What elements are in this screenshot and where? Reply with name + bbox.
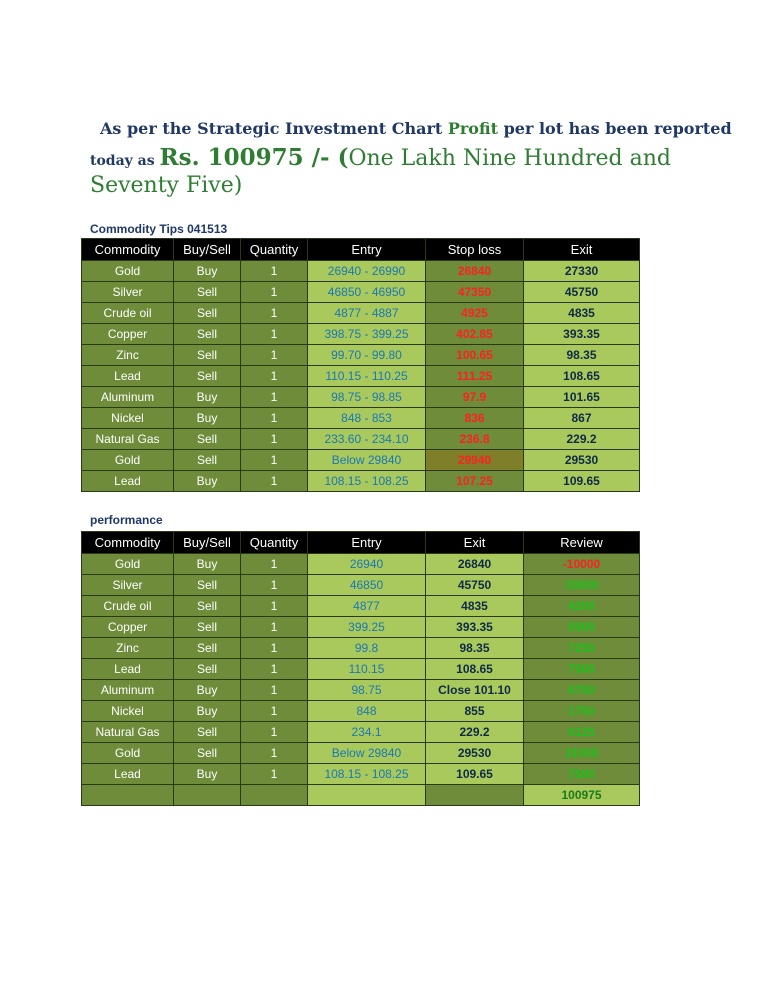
commodity-cell: Lead (82, 366, 174, 387)
stoploss-cell: 402.85 (426, 324, 524, 345)
performance-row (82, 617, 640, 638)
tips-row (82, 303, 640, 324)
entry-cell: 110.15 - 110.25 (308, 366, 426, 387)
review-cell: 31000 (524, 743, 640, 764)
entry-cell: 46850 (308, 575, 426, 596)
stoploss-cell: 836 (426, 408, 524, 429)
stoploss-cell: 100.65 (426, 345, 524, 366)
tips-header-row (82, 239, 640, 261)
entry-cell: Below 29840 (308, 743, 426, 764)
buysell-cell: Sell (174, 450, 241, 471)
entry-cell: 99.70 - 99.80 (308, 345, 426, 366)
tips-header-entry: Entry (308, 239, 426, 261)
buysell-cell: Buy (174, 554, 241, 575)
buysell-cell: Sell (174, 638, 241, 659)
total-review-cell: 100975 (524, 785, 640, 806)
buysell-cell: Sell (174, 659, 241, 680)
exit-cell: 229.2 (524, 429, 640, 450)
exit-cell: Close 101.10 (426, 680, 524, 701)
tips-header-stoploss: Stop loss (426, 239, 524, 261)
commodity-cell: Gold (82, 261, 174, 282)
quantity-cell: 1 (241, 408, 308, 429)
blank-cell (241, 785, 308, 806)
buysell-cell: Sell (174, 282, 241, 303)
commodity-cell: Copper (82, 617, 174, 638)
performance-row (82, 701, 640, 722)
entry-cell: 46850 - 46950 (308, 282, 426, 303)
performance-row (82, 764, 640, 785)
stoploss-cell: 236.8 (426, 429, 524, 450)
exit-cell: 98.35 (524, 345, 640, 366)
stoploss-cell: 47350 (426, 282, 524, 303)
headline-line1 (100, 119, 732, 138)
tips-title: Commodity Tips 041513 (90, 222, 228, 236)
exit-cell: 26840 (426, 554, 524, 575)
entry-cell: Below 29840 (308, 450, 426, 471)
performance-body (82, 554, 640, 806)
quantity-cell: 1 (241, 303, 308, 324)
exit-cell: 229.2 (426, 722, 524, 743)
review-cell: 7500 (524, 764, 640, 785)
quantity-cell: 1 (241, 387, 308, 408)
review-cell: 1750 (524, 701, 640, 722)
quantity-cell: 1 (241, 743, 308, 764)
headline-line1-suffix: per lot has been reported (498, 119, 732, 138)
stoploss-cell: 107.25 (426, 471, 524, 492)
exit-cell: 867 (524, 408, 640, 429)
performance-row (82, 554, 640, 575)
review-cell: -10000 (524, 554, 640, 575)
buysell-cell: Sell (174, 429, 241, 450)
exit-cell: 29530 (426, 743, 524, 764)
entry-cell: 98.75 (308, 680, 426, 701)
buysell-cell: Sell (174, 722, 241, 743)
headline-amount-words: One Lakh Nine Hundred and (348, 146, 671, 171)
commodity-cell: Lead (82, 471, 174, 492)
commodity-cell: Natural Gas (82, 429, 174, 450)
performance-table (81, 531, 640, 806)
buysell-cell: Buy (174, 680, 241, 701)
performance-row (82, 680, 640, 701)
tips-row (82, 408, 640, 429)
quantity-cell: 1 (241, 680, 308, 701)
quantity-cell: 1 (241, 575, 308, 596)
exit-cell: 4835 (524, 303, 640, 324)
entry-cell: 108.15 - 108.25 (308, 471, 426, 492)
entry-cell: 4877 (308, 596, 426, 617)
performance-row (82, 575, 640, 596)
exit-cell: 101.65 (524, 387, 640, 408)
buysell-cell: Sell (174, 575, 241, 596)
blank-cell (308, 785, 426, 806)
buysell-cell: Buy (174, 387, 241, 408)
entry-cell: 110.15 (308, 659, 426, 680)
blank-cell (426, 785, 524, 806)
commodity-cell: Zinc (82, 638, 174, 659)
performance-header-commodity: Commodity (82, 532, 174, 554)
performance-header-exit: Exit (426, 532, 524, 554)
exit-cell: 393.35 (426, 617, 524, 638)
review-cell: 7250 (524, 638, 640, 659)
quantity-cell: 1 (241, 596, 308, 617)
review-cell: 6125 (524, 722, 640, 743)
exit-cell: 4835 (426, 596, 524, 617)
performance-header-quantity: Quantity (241, 532, 308, 554)
commodity-cell: Silver (82, 575, 174, 596)
tips-row (82, 345, 640, 366)
tips-header-quantity: Quantity (241, 239, 308, 261)
headline (90, 119, 732, 198)
buysell-cell: Sell (174, 617, 241, 638)
quantity-cell: 1 (241, 617, 308, 638)
entry-cell: 233.60 - 234.10 (308, 429, 426, 450)
buysell-cell: Buy (174, 471, 241, 492)
stoploss-cell: 111.25 (426, 366, 524, 387)
commodity-cell: Copper (82, 324, 174, 345)
entry-cell: 26940 (308, 554, 426, 575)
commodity-cell: Crude oil (82, 596, 174, 617)
exit-cell: 855 (426, 701, 524, 722)
tips-body (82, 261, 640, 492)
entry-cell: 234.1 (308, 722, 426, 743)
quantity-cell: 1 (241, 659, 308, 680)
buysell-cell: Sell (174, 324, 241, 345)
commodity-cell: Lead (82, 764, 174, 785)
stoploss-cell: 29940 (426, 450, 524, 471)
commodity-cell: Gold (82, 450, 174, 471)
headline-line1-prefix: As per the Strategic Investment Chart (100, 119, 448, 138)
tips-row (82, 366, 640, 387)
exit-cell: 29530 (524, 450, 640, 471)
performance-row (82, 596, 640, 617)
performance-total-row (82, 785, 640, 806)
exit-cell: 109.65 (426, 764, 524, 785)
tips-row (82, 324, 640, 345)
buysell-cell: Sell (174, 345, 241, 366)
performance-title: performance (90, 513, 163, 527)
review-cell: 7500 (524, 659, 640, 680)
review-cell: 6750 (524, 680, 640, 701)
exit-cell: 109.65 (524, 471, 640, 492)
entry-cell: 848 (308, 701, 426, 722)
headline-profit-word: Profit (447, 119, 498, 138)
performance-row (82, 743, 640, 764)
commodity-cell: Gold (82, 554, 174, 575)
stoploss-cell: 97.9 (426, 387, 524, 408)
tips-header-commodity: Commodity (82, 239, 174, 261)
tips-row (82, 471, 640, 492)
commodity-cell: Aluminum (82, 387, 174, 408)
headline-line2 (90, 144, 690, 171)
tips-header-exit: Exit (524, 239, 640, 261)
review-cell: 33000 (524, 575, 640, 596)
stoploss-cell: 26840 (426, 261, 524, 282)
quantity-cell: 1 (241, 324, 308, 345)
tips-row (82, 387, 640, 408)
commodity-cell: Nickel (82, 701, 174, 722)
exit-cell: 98.35 (426, 638, 524, 659)
review-cell: 4200 (524, 596, 640, 617)
buysell-cell: Sell (174, 596, 241, 617)
entry-cell: 4877 - 4887 (308, 303, 426, 324)
entry-cell: 398.75 - 399.25 (308, 324, 426, 345)
buysell-cell: Buy (174, 261, 241, 282)
performance-header-review: Review (524, 532, 640, 554)
quantity-cell: 1 (241, 366, 308, 387)
tips-row (82, 282, 640, 303)
quantity-cell: 1 (241, 764, 308, 785)
performance-row (82, 638, 640, 659)
quantity-cell: 1 (241, 722, 308, 743)
commodity-cell: Lead (82, 659, 174, 680)
commodity-cell: Zinc (82, 345, 174, 366)
entry-cell: 26940 - 26990 (308, 261, 426, 282)
tips-row (82, 429, 640, 450)
entry-cell: 848 - 853 (308, 408, 426, 429)
quantity-cell: 1 (241, 701, 308, 722)
performance-row (82, 722, 640, 743)
exit-cell: 108.65 (426, 659, 524, 680)
headline-line3: Seventy Five) (90, 173, 243, 198)
quantity-cell: 1 (241, 638, 308, 659)
quantity-cell: 1 (241, 261, 308, 282)
commodity-cell: Silver (82, 282, 174, 303)
quantity-cell: 1 (241, 282, 308, 303)
buysell-cell: Buy (174, 764, 241, 785)
entry-cell: 108.15 - 108.25 (308, 764, 426, 785)
performance-row (82, 659, 640, 680)
entry-cell: 99.8 (308, 638, 426, 659)
headline-amount: Rs. 100975 /- ( (159, 144, 349, 171)
buysell-cell: Sell (174, 366, 241, 387)
performance-header-row (82, 532, 640, 554)
commodity-cell: Aluminum (82, 680, 174, 701)
buysell-cell: Buy (174, 408, 241, 429)
tips-table (81, 238, 640, 492)
commodity-cell: Gold (82, 743, 174, 764)
blank-cell (174, 785, 241, 806)
blank-cell (82, 785, 174, 806)
performance-header-entry: Entry (308, 532, 426, 554)
exit-cell: 45750 (426, 575, 524, 596)
buysell-cell: Buy (174, 701, 241, 722)
quantity-cell: 1 (241, 554, 308, 575)
exit-cell: 108.65 (524, 366, 640, 387)
entry-cell: 98.75 - 98.85 (308, 387, 426, 408)
headline-line2-prefix: today as (90, 153, 160, 169)
commodity-cell: Nickel (82, 408, 174, 429)
review-cell: 5900 (524, 617, 640, 638)
stoploss-cell: 4925 (426, 303, 524, 324)
quantity-cell: 1 (241, 345, 308, 366)
entry-cell: 399.25 (308, 617, 426, 638)
commodity-cell: Natural Gas (82, 722, 174, 743)
quantity-cell: 1 (241, 471, 308, 492)
quantity-cell: 1 (241, 450, 308, 471)
tips-header-buysell: Buy/Sell (174, 239, 241, 261)
tips-row (82, 450, 640, 471)
exit-cell: 393.35 (524, 324, 640, 345)
quantity-cell: 1 (241, 429, 308, 450)
commodity-cell: Crude oil (82, 303, 174, 324)
buysell-cell: Sell (174, 303, 241, 324)
exit-cell: 45750 (524, 282, 640, 303)
performance-header-buysell: Buy/Sell (174, 532, 241, 554)
exit-cell: 27330 (524, 261, 640, 282)
buysell-cell: Sell (174, 743, 241, 764)
tips-row (82, 261, 640, 282)
